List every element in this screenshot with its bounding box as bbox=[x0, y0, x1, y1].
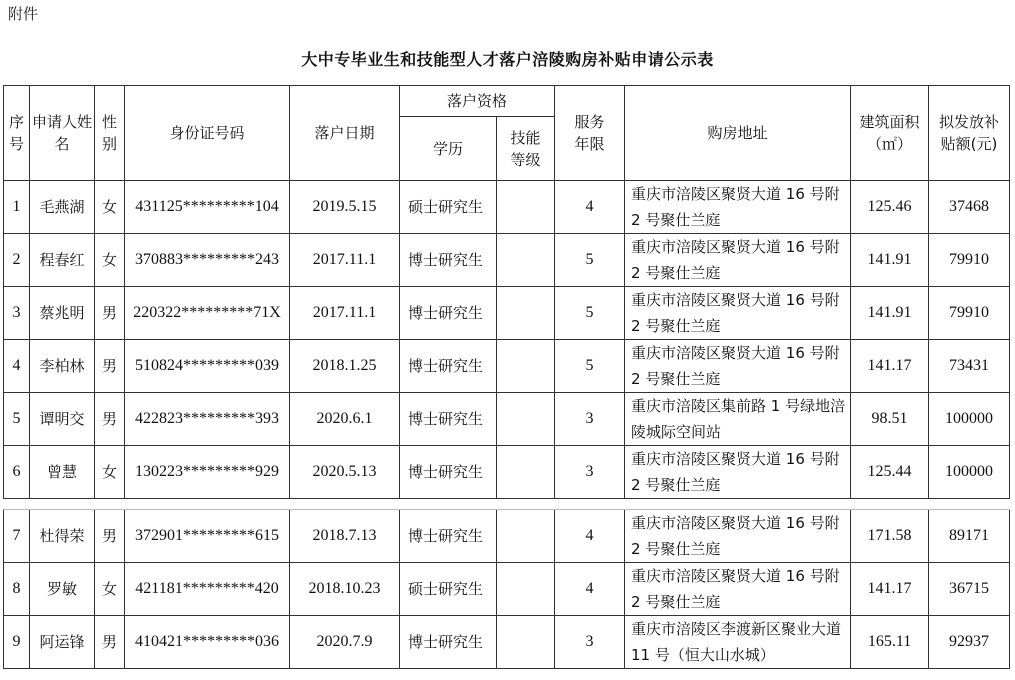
cell-area: 141.91 bbox=[851, 234, 929, 287]
cell-service-years: 3 bbox=[555, 393, 625, 446]
cell-subsidy: 92937 bbox=[929, 616, 1010, 669]
cell-settle-date: 2018.10.23 bbox=[290, 563, 400, 616]
cell-subsidy: 89171 bbox=[929, 510, 1010, 563]
header-name: 申请人姓名 bbox=[30, 86, 95, 181]
cell-address: 重庆市涪陵区聚贤大道 16 号附 2 号聚仕兰庭 bbox=[625, 181, 851, 234]
document-title: 大中专毕业生和技能型人才落户涪陵购房补贴申请公示表 bbox=[301, 50, 714, 69]
cell-settle-date: 2020.5.13 bbox=[290, 446, 400, 499]
table-row bbox=[4, 340, 1010, 393]
cell-skill-level bbox=[497, 181, 555, 234]
cell-address: 重庆市涪陵区聚贤大道 16 号附 2 号聚仕兰庭 bbox=[625, 510, 851, 563]
cell-seq: 3 bbox=[4, 287, 30, 340]
cell-subsidy: 79910 bbox=[929, 287, 1010, 340]
header-address: 购房地址 bbox=[625, 86, 851, 181]
cell-gender: 女 bbox=[95, 563, 125, 616]
subsidy-table bbox=[3, 85, 1010, 669]
cell-education: 博士研究生 bbox=[400, 393, 497, 446]
cell-seq: 2 bbox=[4, 234, 30, 287]
header-gender: 性别 bbox=[95, 86, 125, 181]
cell-education: 硕士研究生 bbox=[400, 563, 497, 616]
table-row bbox=[4, 616, 1010, 669]
cell-name: 阿运锋 bbox=[30, 616, 95, 669]
cell-area: 98.51 bbox=[851, 393, 929, 446]
attachment-label: 附件 bbox=[8, 5, 39, 23]
cell-address: 重庆市涪陵区聚贤大道 16 号附 2 号聚仕兰庭 bbox=[625, 446, 851, 499]
cell-subsidy: 73431 bbox=[929, 340, 1010, 393]
cell-seq: 6 bbox=[4, 446, 30, 499]
cell-area: 141.91 bbox=[851, 287, 929, 340]
cell-address: 重庆市涪陵区李渡新区聚业大道 11 号（恒大山水城） bbox=[625, 616, 851, 669]
cell-gender: 男 bbox=[95, 393, 125, 446]
cell-service-years: 4 bbox=[555, 563, 625, 616]
cell-settle-date: 2018.1.25 bbox=[290, 340, 400, 393]
cell-id-number: 422823*********393 bbox=[125, 393, 290, 446]
table-row bbox=[4, 510, 1010, 563]
cell-service-years: 3 bbox=[555, 446, 625, 499]
cell-seq: 5 bbox=[4, 393, 30, 446]
header-settle-date: 落户日期 bbox=[290, 86, 400, 181]
cell-address: 重庆市涪陵区聚贤大道 16 号附 2 号聚仕兰庭 bbox=[625, 287, 851, 340]
cell-education: 博士研究生 bbox=[400, 616, 497, 669]
cell-gender: 男 bbox=[95, 287, 125, 340]
cell-id-number: 410421*********036 bbox=[125, 616, 290, 669]
cell-settle-date: 2019.5.15 bbox=[290, 181, 400, 234]
cell-education: 博士研究生 bbox=[400, 446, 497, 499]
cell-address: 重庆市涪陵区聚贤大道 16 号附 2 号聚仕兰庭 bbox=[625, 234, 851, 287]
cell-id-number: 421181*********420 bbox=[125, 563, 290, 616]
cell-name: 杜得荣 bbox=[30, 510, 95, 563]
cell-gender: 女 bbox=[95, 446, 125, 499]
cell-id-number: 130223*********929 bbox=[125, 446, 290, 499]
cell-gender: 男 bbox=[95, 510, 125, 563]
cell-education: 硕士研究生 bbox=[400, 181, 497, 234]
cell-service-years: 4 bbox=[555, 510, 625, 563]
cell-settle-date: 2018.7.13 bbox=[290, 510, 400, 563]
cell-education: 博士研究生 bbox=[400, 510, 497, 563]
cell-seq: 8 bbox=[4, 563, 30, 616]
cell-name: 毛燕湖 bbox=[30, 181, 95, 234]
cell-subsidy: 100000 bbox=[929, 446, 1010, 499]
cell-skill-level bbox=[497, 510, 555, 563]
cell-skill-level bbox=[497, 393, 555, 446]
cell-area: 171.58 bbox=[851, 510, 929, 563]
cell-subsidy: 79910 bbox=[929, 234, 1010, 287]
cell-area: 141.17 bbox=[851, 563, 929, 616]
cell-seq: 7 bbox=[4, 510, 30, 563]
cell-name: 蔡兆明 bbox=[30, 287, 95, 340]
page-break-gap bbox=[4, 499, 1010, 510]
cell-name: 李柏林 bbox=[30, 340, 95, 393]
cell-skill-level bbox=[497, 446, 555, 499]
cell-id-number: 220322*********71X bbox=[125, 287, 290, 340]
cell-gender: 女 bbox=[95, 181, 125, 234]
cell-seq: 4 bbox=[4, 340, 30, 393]
table-row bbox=[4, 446, 1010, 499]
cell-name: 曾慧 bbox=[30, 446, 95, 499]
cell-gender: 男 bbox=[95, 616, 125, 669]
cell-name: 程春红 bbox=[30, 234, 95, 287]
cell-area: 165.11 bbox=[851, 616, 929, 669]
cell-settle-date: 2017.11.1 bbox=[290, 234, 400, 287]
header-subsidy: 拟发放补贴额(元) bbox=[929, 86, 1010, 181]
table-row bbox=[4, 287, 1010, 340]
cell-name: 罗敏 bbox=[30, 563, 95, 616]
cell-education: 博士研究生 bbox=[400, 287, 497, 340]
cell-subsidy: 37468 bbox=[929, 181, 1010, 234]
cell-id-number: 370883*********243 bbox=[125, 234, 290, 287]
cell-area: 125.46 bbox=[851, 181, 929, 234]
header-service-years: 服务年限 bbox=[555, 86, 625, 181]
cell-education: 博士研究生 bbox=[400, 340, 497, 393]
table-row bbox=[4, 563, 1010, 616]
cell-gender: 男 bbox=[95, 340, 125, 393]
cell-id-number: 510824*********039 bbox=[125, 340, 290, 393]
header-skill-level: 技能等级 bbox=[497, 117, 555, 181]
cell-settle-date: 2020.6.1 bbox=[290, 393, 400, 446]
header-education: 学历 bbox=[400, 117, 497, 181]
cell-skill-level bbox=[497, 563, 555, 616]
cell-address: 重庆市涪陵区集前路 1 号绿地涪陵城际空间站 bbox=[625, 393, 851, 446]
header-qualification-group: 落户资格 bbox=[400, 86, 555, 117]
cell-service-years: 5 bbox=[555, 340, 625, 393]
cell-service-years: 3 bbox=[555, 616, 625, 669]
cell-service-years: 4 bbox=[555, 181, 625, 234]
cell-area: 125.44 bbox=[851, 446, 929, 499]
table-row bbox=[4, 234, 1010, 287]
cell-id-number: 431125*********104 bbox=[125, 181, 290, 234]
cell-gender: 女 bbox=[95, 234, 125, 287]
cell-subsidy: 36715 bbox=[929, 563, 1010, 616]
cell-address: 重庆市涪陵区聚贤大道 16 号附 2 号聚仕兰庭 bbox=[625, 563, 851, 616]
cell-name: 谭明交 bbox=[30, 393, 95, 446]
cell-settle-date: 2020.7.9 bbox=[290, 616, 400, 669]
header-seq: 序号 bbox=[4, 86, 30, 181]
cell-subsidy: 100000 bbox=[929, 393, 1010, 446]
cell-service-years: 5 bbox=[555, 234, 625, 287]
cell-seq: 9 bbox=[4, 616, 30, 669]
cell-skill-level bbox=[497, 340, 555, 393]
cell-address: 重庆市涪陵区聚贤大道 16 号附 2 号聚仕兰庭 bbox=[625, 340, 851, 393]
header-area: 建筑面积（㎡） bbox=[851, 86, 929, 181]
cell-skill-level bbox=[497, 616, 555, 669]
cell-id-number: 372901*********615 bbox=[125, 510, 290, 563]
cell-seq: 1 bbox=[4, 181, 30, 234]
page-break-cell bbox=[4, 499, 1010, 510]
cell-skill-level bbox=[497, 287, 555, 340]
table-row bbox=[4, 393, 1010, 446]
table-row bbox=[4, 181, 1010, 234]
cell-skill-level bbox=[497, 234, 555, 287]
cell-education: 博士研究生 bbox=[400, 234, 497, 287]
header-id-number: 身份证号码 bbox=[125, 86, 290, 181]
cell-area: 141.17 bbox=[851, 340, 929, 393]
cell-settle-date: 2017.11.1 bbox=[290, 287, 400, 340]
cell-service-years: 5 bbox=[555, 287, 625, 340]
